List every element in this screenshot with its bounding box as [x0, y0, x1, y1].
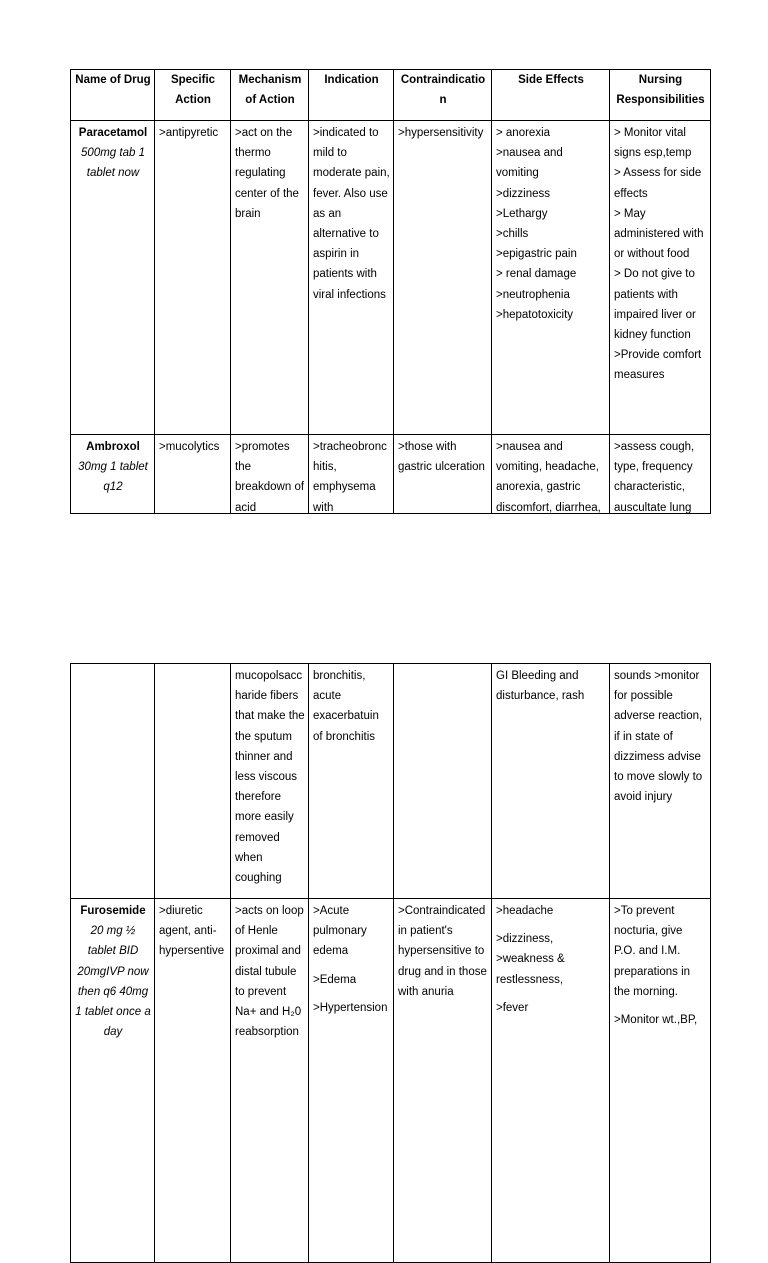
header-specific-action: Specific Action	[155, 70, 231, 121]
mechanism-cell	[231, 899, 309, 1263]
indication-cell: >indicated to mild to moderate pain, fever. Also use as an alternative to aspirin in patients with viral infections	[309, 121, 394, 435]
side-effect-item: >Lethargy	[496, 207, 548, 220]
side-effect-item: >dizziness	[496, 187, 551, 200]
specific-action-cell: >antipyretic	[155, 121, 231, 435]
indication-cell	[309, 435, 394, 514]
table-row-ambroxol	[71, 435, 711, 514]
side-effect-item: > anorexia	[496, 127, 551, 139]
side-effect-item: > renal damage	[496, 268, 577, 281]
indication-item: >Hypertension	[313, 1001, 388, 1014]
drug-name-cell	[71, 121, 155, 435]
drug-dose: 500mg tab 1 tablet now	[81, 147, 145, 180]
drug-name: Paracetamol	[78, 127, 148, 139]
specific-action-text: >diuretic agent, anti-hypersentive	[159, 905, 225, 958]
table-header-row	[71, 70, 711, 121]
nursing-item: > Assess for side effects	[614, 167, 702, 200]
side-effects-cell	[492, 121, 610, 435]
contraindication-text: >Contraindicated in patient's hypersensitive to drug and in those with anuria	[398, 905, 487, 998]
contraindication-cell	[394, 899, 492, 1263]
specific-action-cell	[155, 899, 231, 1263]
header-nursing-responsibilities: Nursing Responsibilities	[610, 70, 711, 121]
drug-name-cell	[71, 899, 155, 1263]
nursing-item: >Monitor wt.,BP,	[614, 1014, 698, 1027]
specific-action-cell	[155, 435, 231, 514]
header-side-effects: Side Effects	[492, 70, 610, 121]
header-contraindication: Contraindication	[394, 70, 492, 121]
indication-cell	[309, 899, 394, 1263]
drug-name: Ambroxol	[86, 441, 140, 453]
mechanism-text: >acts on loop of Henle proximal and distal tubule to prevent Na+ and H₂0 reabsorption	[235, 905, 304, 1039]
drug-name: Furosemide	[80, 905, 146, 917]
side-effects-cell	[492, 435, 610, 514]
drug-dose: 30mg 1 tablet q12	[78, 461, 148, 494]
contraindication-cell	[394, 435, 492, 514]
side-effects-cell	[492, 899, 610, 1263]
table-row-paracetamol	[71, 121, 711, 435]
mechanism-cell: >act on the thermo regulating center of the brain	[231, 121, 309, 435]
drug-name-cell	[71, 664, 155, 899]
nursing-text: >assess cough, type, frequency characteristic, auscultate lung	[614, 441, 695, 514]
drug-name-cell	[71, 435, 155, 514]
nursing-item: > Monitor vital signs esp,temp	[614, 127, 692, 160]
header-name-of-drug: Name of Drug	[71, 70, 155, 121]
nursing-cell	[610, 435, 711, 514]
side-effect-item: >neutrophenia	[496, 288, 570, 301]
specific-action-text: >mucolytics	[159, 441, 220, 453]
specific-action-cell	[155, 664, 231, 899]
nursing-item: >To prevent nocturia, give P.O. and I.M. preparations in the morning.	[614, 905, 691, 998]
side-effect-item: >epigastric pain	[496, 248, 577, 261]
nursing-cell	[610, 121, 711, 435]
header-indication: Indication	[309, 70, 394, 121]
table-row-furosemide	[71, 899, 711, 1263]
side-effect-item: >headache	[496, 905, 554, 917]
nursing-item: >Provide comfort measures	[614, 349, 702, 382]
side-effect-item: >fever	[496, 1001, 529, 1014]
indication-item: >Edema	[313, 973, 357, 986]
mechanism-text: >promotes the breakdown of acid	[235, 441, 305, 514]
nursing-cell	[610, 899, 711, 1263]
contraindication-cell	[394, 664, 492, 899]
indication-cell: bronchitis, acute exacerbatuin of bronchitis	[309, 664, 394, 899]
header-mechanism-of-action: Mechanism of Action	[231, 70, 309, 121]
side-effects-text: >nausea and vomiting, headache, anorexia, gastric discomfort, diarrhea,	[496, 441, 601, 514]
drug-dose: 20 mg ½ tablet BID 20mgIVP now then q6 40mg 1 tablet once a day	[75, 925, 151, 1039]
contraindication-cell: >hypersensitivity	[394, 121, 492, 435]
indication-item: >Acute pulmonary edema	[313, 905, 367, 958]
side-effect-item: >dizziness, >weakness & restlessness,	[496, 933, 565, 986]
side-effect-item: >chills	[496, 228, 529, 241]
contraindication-text: >those with gastric ulceration	[398, 441, 485, 474]
nursing-item: > Do not give to patients with impaired liver or kidney function	[614, 268, 696, 342]
mechanism-cell: mucopolsaccharide fibers that make the the sputum thinner and less viscous therefore more easily removed when coughing	[231, 664, 309, 899]
mechanism-cell	[231, 435, 309, 514]
indication-text: >tracheobronchitis, emphysema with	[313, 441, 387, 514]
nursing-item: > May administered with or without food	[614, 207, 704, 261]
table-row-ambroxol-continued	[71, 664, 711, 899]
drug-study-table-lower	[70, 663, 711, 1263]
drug-study-table-upper	[70, 69, 711, 514]
nursing-cell: sounds >monitor for possible adverse reaction, if in state of dizzimess advise to move slowly to avoid injury	[610, 664, 711, 899]
side-effect-item: >hepatotoxicity	[496, 308, 574, 321]
side-effects-cell: GI Bleeding and disturbance, rash	[492, 664, 610, 899]
side-effect-item: >nausea and vomiting	[496, 147, 563, 180]
